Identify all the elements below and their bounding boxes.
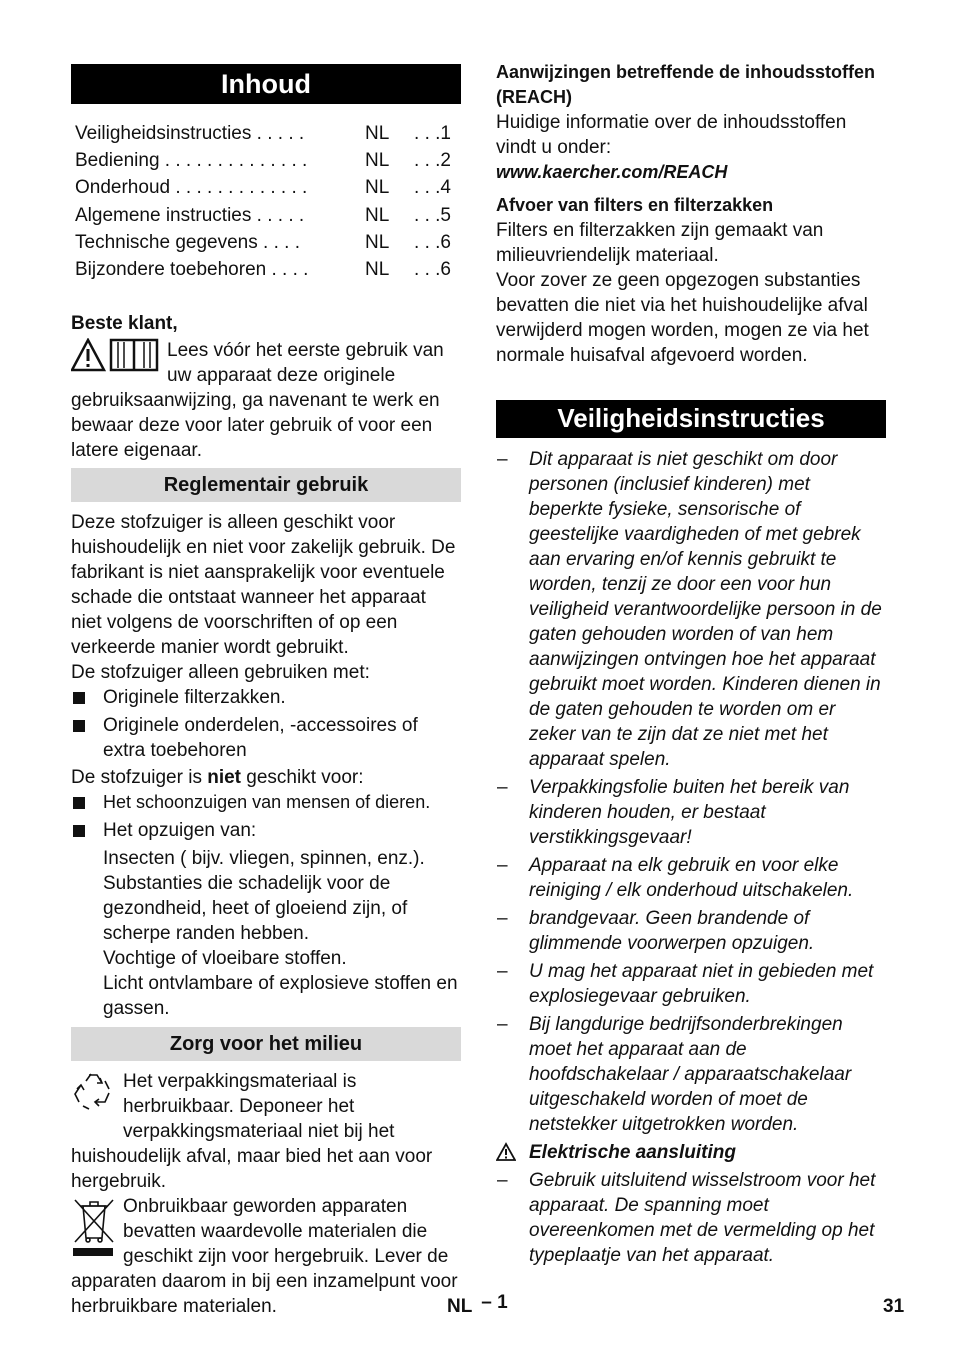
bullet-square-icon xyxy=(73,797,85,809)
toc-page: . . .1 xyxy=(414,123,451,145)
toc-page: . . .6 xyxy=(414,231,451,253)
left-column xyxy=(71,58,461,1319)
toc-row[interactable] xyxy=(75,120,451,147)
toc-page: . . .4 xyxy=(414,177,451,199)
reach-link[interactable]: www.kaercher.com/REACH xyxy=(496,162,728,182)
toc-row[interactable] xyxy=(75,174,451,201)
right-column xyxy=(496,58,886,1268)
toc-label: Bediening . . . . . . . . . . . . . . xyxy=(75,150,308,172)
toc-lang: NL xyxy=(365,150,390,172)
warning-triangle-icon xyxy=(496,1142,516,1169)
toc-row[interactable] xyxy=(75,147,451,174)
dash-bullet: – xyxy=(497,908,508,929)
intro-text: Lees vóór het eerste gebruik van uw apparaat deze originele gebruiksaanwijzing, ga navenant te werk en bewaar deze voor later gebruik of voor een latere eigenaar. xyxy=(71,340,444,462)
reglementair-paragraph: Deze stofzuiger is alleen geschikt voor huishoudelijk en niet voor zakelijk gebruik. De fabrikant is niet aansprakelijk voor eventuele schade die ontstaat wanneer het apparaat niet volgens de voorschriften of op een verkeerde manier wordt gebruikt. xyxy=(71,512,456,659)
toc-row[interactable] xyxy=(75,229,451,256)
electric-heading: Elektrische aansluiting xyxy=(529,1142,736,1163)
not-suitable-intro: De stofzuiger is niet geschikt voor: xyxy=(71,767,364,789)
section-heading-milieu: Zorg voor het milieu xyxy=(71,1027,461,1061)
weee-crossed-bin-icon xyxy=(71,1194,117,1265)
greeting: Beste klant, xyxy=(71,313,178,335)
sub-list-item: Licht ontvlambare of explosieve stoffen en gassen. xyxy=(103,973,458,1020)
toc-lang: NL xyxy=(365,259,390,281)
warning-manual-icon xyxy=(71,338,159,377)
sub-list-item: Vochtige of vloeibare stoffen. xyxy=(103,948,347,970)
list-item: Het opzuigen van: xyxy=(71,818,461,843)
milieu-packaging-text: Het verpakkingsmateriaal is herbruikbaar. Deponeer het verpakkingsmateriaal niet bij het huishoudelijk afval, maar bied het aan voor hergebruik. xyxy=(71,1071,433,1193)
electric-heading-row xyxy=(496,1140,886,1165)
dash-bullet: – xyxy=(497,855,508,876)
toc-lang: NL xyxy=(365,231,390,253)
use-intro: De stofzuiger alleen gebruiken met: xyxy=(71,662,370,684)
toc-label: Bijzondere toebehoren . . . . xyxy=(75,259,309,281)
reach-heading: Aanwijzingen betreffende de inhoudsstoffen (REACH) xyxy=(496,62,876,107)
sub-list-item: Substanties die schadelijk voor de gezondheid, heet of gloeiend zijn, of scherpe randen hebben. xyxy=(103,873,408,945)
list-item xyxy=(496,853,886,903)
bullet-square-icon xyxy=(73,825,85,837)
list-item: Originele onderdelen, -accessoires of extra toebehoren xyxy=(71,713,461,763)
dash-bullet: – xyxy=(497,449,508,470)
footer-section-label: NL – 1 xyxy=(447,1292,508,1317)
list-item xyxy=(496,447,886,772)
list-item-text: Bij langdurige bedrijfsonderbrekingen moet het apparaat aan de hoofdschakelaar / apparaatschakelaar uitgeschakeld worden of moet de netstekker uitgetrokken worden. xyxy=(529,1014,852,1135)
toc-lang: NL xyxy=(365,204,390,226)
toc-label: Onderhoud . . . . . . . . . . . . . xyxy=(75,177,308,199)
filters-paragraph-1: Filters en filterzakken zijn gemaakt van milieuvriendelijk materiaal. xyxy=(496,220,824,266)
milieu-devices-text: Onbruikbaar geworden apparaten bevatten waardevolle materialen die geschikt zijn voor hergebruik. Lever de apparaten daarom in bij een inzamelpunt voor herbruikbare materialen. xyxy=(71,1196,458,1318)
list-item: Het schoonzuigen van mensen of dieren. xyxy=(71,790,461,815)
electric-list xyxy=(496,1168,886,1268)
recycling-icon xyxy=(71,1069,117,1120)
section-heading-reglementair: Reglementair gebruik xyxy=(71,468,461,502)
toc-page: . . .5 xyxy=(414,204,451,226)
list-item xyxy=(496,775,886,850)
reach-text: Huidige informatie over de inhoudsstoffen vindt u onder: xyxy=(496,112,847,158)
list-item xyxy=(496,906,886,956)
list-item-text: Dit apparaat is niet geschikt om door personen (inclusief kinderen) met beperkte fysieke, sensorische of geestelijke vaardigheden of met gebrek aan ervaring en/of kennis gebruikt te worden, tenzij ze door een voor hun veiligheid verantwoordelijke persoon in de gaten gehouden worden of van hem aanwijzingen ontvingen hoe het apparaat gebruikt moet worden. Kinderen dienen in de gaten gehouden te worden om er zeker van te zijn dat ze niet met het apparaat spelen. xyxy=(529,449,882,770)
toc-lang: NL xyxy=(365,123,390,145)
toc-row[interactable] xyxy=(75,256,451,283)
toc-row[interactable] xyxy=(75,202,451,229)
list-item: Originele filterzakken. xyxy=(71,685,461,710)
dash-bullet: – xyxy=(497,1170,508,1191)
dash-bullet: – xyxy=(497,777,508,798)
page-number: 31 xyxy=(883,1296,905,1317)
toc-page: . . .6 xyxy=(414,259,451,281)
toc-label: Technische gegevens . . . . xyxy=(75,231,300,253)
sub-list-item: Insecten ( bijv. vliegen, spinnen, enz.). xyxy=(103,848,425,870)
bullet-square-icon xyxy=(73,692,85,704)
safety-list xyxy=(496,447,886,1137)
filters-heading: Afvoer van filters en filterzakken xyxy=(496,195,774,215)
filters-paragraph-2: Voor zover ze geen opgezogen substanties bevatten die niet via het huishoudelijke afval verwijderd mogen worden, mogen ze via het normale huisafval afgevoerd worden. xyxy=(496,270,869,366)
list-item xyxy=(496,959,886,1009)
list-item xyxy=(496,1168,886,1268)
sub-list xyxy=(71,846,461,1021)
toc-lang: NL xyxy=(365,177,390,199)
table-of-contents xyxy=(75,120,451,283)
list-item-text: Apparaat na elk gebruik en voor elke reiniging / elk onderhoud uitschakelen. xyxy=(529,855,854,901)
list-item-text: Verpakkingsfolie buiten het bereik van kinderen houden, er bestaat verstikkingsgevaar! xyxy=(529,777,850,848)
list-item-text: U mag het apparaat niet in gebieden met explosiegevaar gebruiken. xyxy=(529,961,874,1007)
dash-bullet: – xyxy=(497,1014,508,1035)
list-item xyxy=(496,1012,886,1137)
dash-bullet: – xyxy=(497,961,508,982)
safety-heading: Veiligheidsinstructies xyxy=(496,400,886,438)
list-item-text: brandgevaar. Geen brandende of glimmende voorwerpen opzuigen. xyxy=(529,908,815,954)
toc-label: Veiligheidsinstructies . . . . . xyxy=(75,123,305,145)
contents-heading: Inhoud xyxy=(71,64,461,104)
toc-label: Algemene instructies . . . . . xyxy=(75,204,305,226)
list-item-text: Gebruik uitsluitend wisselstroom voor het apparaat. De spanning moet overeenkomen met de vermelding op het typeplaatje van het apparaat. xyxy=(529,1170,876,1266)
bullet-square-icon xyxy=(73,720,85,732)
toc-page: . . .2 xyxy=(414,150,451,172)
